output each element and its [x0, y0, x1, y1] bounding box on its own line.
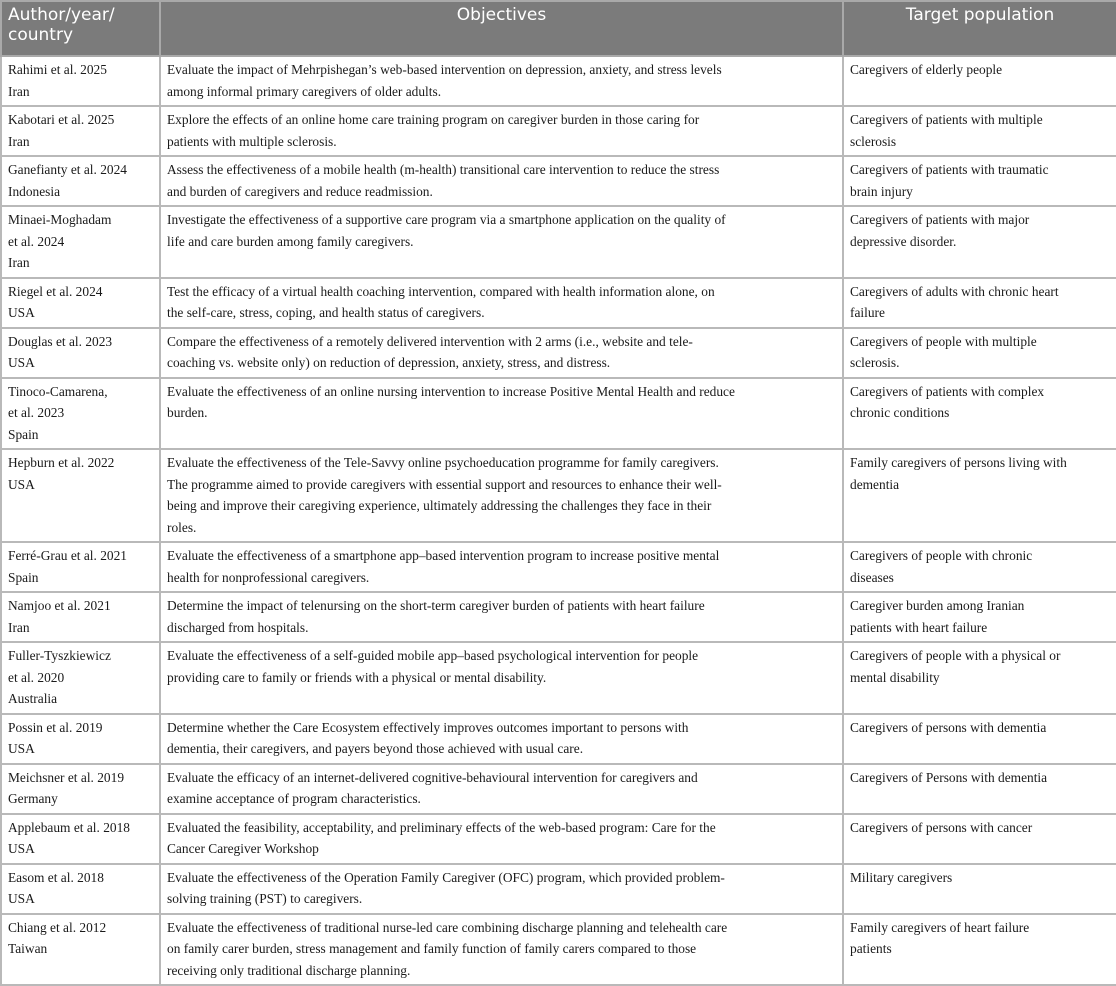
cell-target-population-line: Caregivers of persons with dementia [850, 719, 1047, 735]
cell-target-population-line: Family caregivers of persons living with [850, 455, 1067, 470]
cell-target-population-line: Caregiver burden among Iranian [850, 598, 1025, 613]
cell-target-population-line: depressive disorder. [850, 233, 957, 249]
cell-author-line: Tinoco-Camarena, [8, 383, 108, 399]
cell-target-population [843, 814, 1116, 864]
cell-author-line: Fuller-Tyszkiewicz [8, 648, 111, 663]
cell-objectives-line: Evaluate the impact of Mehrpishegan’s web-based intervention on depression, anxiety, and stress levels [167, 62, 722, 77]
cell-author-line: Iran [8, 619, 30, 635]
table-row [1, 106, 1116, 156]
table-row [1, 864, 1116, 914]
header-row [1, 1, 1116, 56]
cell-objectives-line: Evaluate the effectiveness of an online nursing intervention to increase Positive Mental Health and reduce [167, 383, 735, 399]
cell-objectives-line: Determine the impact of telenursing on the short-term caregiver burden of patients with heart failure [167, 598, 705, 613]
cell-target-population-line: Caregivers of people with chronic [850, 548, 1033, 563]
cell-target-population [843, 206, 1116, 278]
cell-author [1, 378, 160, 450]
cell-objectives [160, 814, 843, 864]
cell-objectives-line: Investigate the effectiveness of a supportive care program via a smartphone application on the quality of [167, 212, 726, 227]
cell-target-population-line: Caregivers of patients with complex [850, 383, 1045, 399]
cell-objectives-line: Explore the effects of an online home care training program on caregiver burden in those caring for [167, 112, 700, 127]
cell-objectives [160, 156, 843, 206]
cell-objectives [160, 278, 843, 328]
cell-target-population [843, 714, 1116, 764]
cell-author-line: USA [8, 841, 35, 856]
table-row [1, 764, 1116, 814]
cell-objectives [160, 914, 843, 986]
cell-objectives [160, 542, 843, 592]
table-row [1, 378, 1116, 450]
cell-author-line: Applebaum et al. 2018 [8, 819, 130, 835]
cell-author-line: Iran [8, 83, 30, 99]
cell-objectives [160, 714, 843, 764]
table-row [1, 714, 1116, 764]
cell-objectives [160, 328, 843, 378]
cell-objectives [160, 206, 843, 278]
cell-target-population-line: Caregivers of people with a physical or [850, 648, 1061, 663]
cell-objectives [160, 106, 843, 156]
cell-author-line: Ganefianty et al. 2024 [8, 162, 127, 177]
cell-objectives-line: Determine whether the Care Ecosystem effectively improves outcomes important to persons with [167, 719, 689, 735]
table-header [1, 1, 1116, 56]
table-row [1, 278, 1116, 328]
cell-target-population [843, 278, 1116, 328]
cell-author [1, 914, 160, 986]
cell-objectives-line: Evaluate the effectiveness of a self-guided mobile app–based psychological intervention for people [167, 648, 699, 663]
cell-author-line: Spain [8, 569, 39, 585]
cell-author [1, 864, 160, 914]
cell-objectives-line: providing care to family or friends with a physical or mental disability. [167, 669, 547, 685]
cell-author-line: Riegel et al. 2024 [8, 283, 103, 299]
table-row [1, 814, 1116, 864]
cell-objectives-line: dementia, their caregivers, and payers beyond those achieved with usual care. [167, 741, 584, 756]
cell-author-line: et al. 2023 [8, 405, 65, 420]
cell-target-population-line: sclerosis [850, 133, 897, 149]
cell-target-population [843, 642, 1116, 714]
cell-author [1, 278, 160, 328]
cell-author-line: Australia [8, 691, 58, 706]
cell-objectives-line: Compare the effectiveness of a remotely delivered intervention with 2 arms (i.e., website and tele- [167, 333, 693, 349]
cell-author-line: Spain [8, 426, 39, 442]
cell-objectives [160, 864, 843, 914]
cell-author-line: Iran [8, 255, 30, 270]
cell-objectives-line: roles. [167, 519, 197, 535]
header-author-line: Author/year/ [8, 5, 115, 25]
cell-target-population [843, 864, 1116, 914]
cell-target-population [843, 56, 1116, 106]
cell-author [1, 206, 160, 278]
cell-objectives-line: examine acceptance of program characteristics. [167, 791, 421, 806]
cell-target-population-line: patients with heart failure [850, 619, 988, 635]
cell-target-population-line: Caregivers of elderly people [850, 62, 1003, 77]
cell-target-population [843, 328, 1116, 378]
cell-target-population-line: brain injury [850, 183, 913, 199]
cell-author-line: USA [8, 355, 35, 370]
table-row [1, 592, 1116, 642]
cell-author-line: et al. 2024 [8, 233, 65, 249]
cell-objectives-line: among informal primary caregivers of older adults. [167, 83, 442, 99]
cell-author-line: Meichsner et al. 2019 [8, 769, 125, 785]
cell-target-population-line: Caregivers of patients with traumatic [850, 162, 1049, 177]
cell-target-population-line: Family caregivers of heart failure [850, 919, 1030, 935]
table-row [1, 206, 1116, 278]
cell-objectives-line: discharged from hospitals. [167, 619, 309, 635]
cell-objectives [160, 592, 843, 642]
cell-author-line: Hepburn et al. 2022 [8, 455, 115, 470]
cell-target-population [843, 156, 1116, 206]
cell-target-population [843, 378, 1116, 450]
cell-objectives-line: being and improve their caregiving experience, ultimately addressing the challenges they face in their [167, 498, 712, 513]
cell-author [1, 106, 160, 156]
table-row [1, 642, 1116, 714]
cell-target-population [843, 449, 1116, 542]
table-body [1, 56, 1116, 985]
cell-author-line: Kabotari et al. 2025 [8, 112, 115, 127]
cell-author-line: Minaei-Moghadam [8, 212, 112, 227]
cell-objectives-line: Evaluate the effectiveness of the Tele-Savvy online psychoeducation programme for family caregivers. [167, 455, 719, 470]
cell-objectives-line: coaching vs. website only) on reduction of depression, anxiety, stress, and distress. [167, 355, 611, 370]
cell-target-population-line: Caregivers of Persons with dementia [850, 769, 1048, 785]
cell-author [1, 56, 160, 106]
table-row [1, 914, 1116, 986]
cell-author [1, 328, 160, 378]
cell-objectives-line: on family carer burden, stress management and family function of family carers compared to those [167, 941, 697, 956]
cell-target-population [843, 106, 1116, 156]
cell-objectives [160, 449, 843, 542]
cell-author-line: Possin et al. 2019 [8, 719, 103, 735]
table-row [1, 156, 1116, 206]
table-row [1, 449, 1116, 542]
cell-author-line: Chiang et al. 2012 [8, 919, 107, 935]
cell-target-population-line: Caregivers of patients with major [850, 212, 1030, 227]
column-header-author [1, 1, 160, 56]
cell-objectives-line: life and care burden among family caregivers. [167, 233, 414, 249]
cell-author [1, 449, 160, 542]
cell-target-population [843, 592, 1116, 642]
header-author-line: country [8, 25, 74, 45]
cell-target-population-line: Military caregivers [850, 869, 953, 885]
cell-author-line: USA [8, 891, 35, 906]
cell-target-population-line: patients [850, 941, 892, 956]
column-header-objectives: Objectives [160, 1, 843, 56]
cell-author-line: Namjoo et al. 2021 [8, 598, 111, 613]
cell-target-population-line: Caregivers of adults with chronic heart [850, 283, 1059, 299]
cell-author [1, 592, 160, 642]
cell-author-line: Rahimi et al. 2025 [8, 62, 107, 77]
cell-objectives-line: the self-care, stress, coping, and health status of caregivers. [167, 305, 485, 320]
cell-target-population-line: Caregivers of people with multiple [850, 333, 1037, 349]
cell-author [1, 764, 160, 814]
cell-objectives-line: solving training (PST) to caregivers. [167, 891, 363, 906]
cell-objectives-line: Test the efficacy of a virtual health coaching intervention, compared with health information alone, on [167, 283, 715, 299]
cell-author-line: et al. 2020 [8, 669, 65, 685]
cell-author [1, 156, 160, 206]
cell-author-line: Indonesia [8, 183, 61, 199]
cell-objectives-line: Evaluate the effectiveness of traditional nurse-led care combining discharge planning and telehealth care [167, 919, 728, 935]
cell-objectives [160, 56, 843, 106]
cell-objectives-line: and burden of caregivers and reduce readmission. [167, 183, 433, 199]
cell-target-population [843, 764, 1116, 814]
cell-target-population [843, 914, 1116, 986]
cell-objectives-line: receiving only traditional discharge planning. [167, 962, 411, 978]
cell-objectives [160, 764, 843, 814]
table-row [1, 542, 1116, 592]
cell-objectives-line: Cancer Caregiver Workshop [167, 841, 319, 856]
cell-author-line: Iran [8, 133, 30, 149]
cell-target-population-line: mental disability [850, 669, 940, 685]
cell-author-line: Ferré-Grau et al. 2021 [8, 548, 127, 563]
cell-author-line: Douglas et al. 2023 [8, 333, 113, 349]
cell-author-line: USA [8, 476, 35, 492]
cell-target-population-line: Caregivers of patients with multiple [850, 112, 1043, 127]
cell-objectives-line: Evaluate the effectiveness of the Operation Family Caregiver (OFC) program, which provided problem- [167, 869, 725, 885]
cell-objectives [160, 642, 843, 714]
cell-objectives-line: Evaluate the efficacy of an internet-delivered cognitive-behavioural intervention for caregivers and [167, 769, 698, 785]
cell-target-population-line: dementia [850, 476, 900, 492]
cell-author-line: Easom et al. 2018 [8, 869, 104, 885]
cell-author [1, 642, 160, 714]
cell-author-line: USA [8, 305, 35, 320]
cell-target-population-line: Caregivers of persons with cancer [850, 819, 1033, 835]
column-header-target-population: Target population [843, 1, 1116, 56]
cell-author-line: Germany [8, 791, 58, 806]
cell-target-population-line: chronic conditions [850, 405, 950, 420]
cell-objectives-line: Assess the effectiveness of a mobile health (m-health) transitional care intervention to reduce the stress [167, 162, 720, 177]
cell-objectives-line: patients with multiple sclerosis. [167, 133, 337, 149]
cell-target-population-line: sclerosis. [850, 355, 900, 370]
cell-target-population [843, 542, 1116, 592]
cell-author-line: Taiwan [8, 941, 48, 956]
cell-objectives-line: The programme aimed to provide caregivers with essential support and resources to enhance their well- [167, 476, 722, 492]
cell-target-population-line: failure [850, 305, 885, 320]
cell-objectives [160, 378, 843, 450]
cell-objectives-line: burden. [167, 405, 208, 420]
table-row [1, 56, 1116, 106]
cell-objectives-line: Evaluate the effectiveness of a smartphone app–based intervention program to increase positive mental [167, 548, 720, 563]
table-row [1, 328, 1116, 378]
cell-author [1, 542, 160, 592]
cell-author [1, 714, 160, 764]
cell-author [1, 814, 160, 864]
cell-objectives-line: health for nonprofessional caregivers. [167, 569, 370, 585]
cell-target-population-line: diseases [850, 569, 894, 585]
cell-author-line: USA [8, 741, 35, 756]
cell-objectives-line: Evaluated the feasibility, acceptability, and preliminary effects of the web-based program: Care for the [167, 819, 716, 835]
